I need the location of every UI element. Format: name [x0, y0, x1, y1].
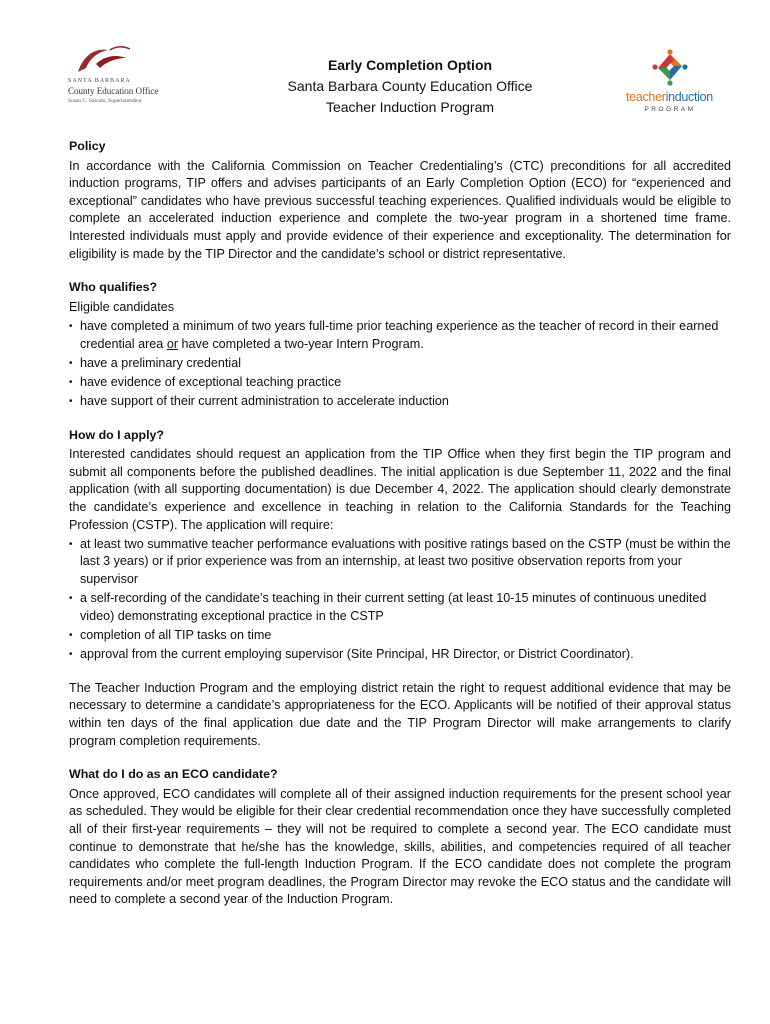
sbceo-logo [62, 44, 172, 110]
page-header [0, 0, 770, 130]
qualifies-item [69, 318, 731, 353]
apply-item: • approval from the current employing supervisor (Site Principal, HR Director, or District Coordinator). [69, 646, 731, 664]
qualifies-item: • have a preliminary credential [69, 355, 731, 373]
qualifies-heading: Who qualifies? [69, 280, 158, 295]
qualifies-item: • have evidence of exceptional teaching practice [69, 374, 731, 392]
apply-heading: How do I apply? [69, 427, 164, 442]
tip-word-induction: induction [665, 90, 713, 104]
tip-logo [620, 48, 730, 118]
qualifies-item-text: have completed a two-year Intern Program. [178, 336, 424, 351]
qualifies-item-text: have completed a minimum of two years full-time prior teaching experience as the teacher of record in their earned credential area [80, 318, 719, 351]
sbceo-swoosh-icon [74, 44, 134, 76]
tip-people-icon [650, 48, 690, 88]
policy-heading: Policy [69, 139, 106, 153]
apply-item: • a self-recording of the candidate’s teaching in their current setting (at least 10-15 minutes of continuous unedited video) demonstrating exceptional practice in the CSTP [69, 590, 731, 625]
qualifies-list [69, 318, 731, 411]
tip-wordmark [626, 90, 713, 104]
eco-heading: What do I do as an ECO candidate? [69, 767, 278, 782]
apply-body: Interested candidates should request an application from the TIP Office when they first begin the TIP program and submit all components before the published deadlines. The initial application is due September 11, 2022 and the final application (with all supporting documentation) is due December 4, 2022. The application should clearly demonstrate the candidate’s experience and excellence in teaching in relation to the California Standards for the Teaching Profession (CSTP). The application will require: [69, 447, 731, 532]
document-body [69, 138, 731, 925]
apply-requirements-list [69, 536, 731, 664]
org-subtitle: Santa Barbara County Education Office [287, 78, 533, 94]
apply-item: • at least two summative teacher performance evaluations with positive ratings based on the CSTP (must be within the last 3 years) or if prior experience was from an internship, at least two positive observation reports from your supervisor [69, 536, 731, 589]
qualifies-or: or [166, 336, 179, 351]
qualifies-section [69, 279, 731, 411]
sbceo-line3: Susan C. Salcido, Superintendent [68, 98, 142, 104]
tip-word-teacher: teacher [626, 90, 666, 104]
sbceo-line2: County Education Office [68, 86, 159, 96]
apply-closing-section [69, 680, 731, 750]
page-title: Early Completion Option [327, 57, 493, 73]
sbceo-wordmark [68, 76, 168, 106]
apply-item: • completion of all TIP tasks on time [69, 627, 731, 645]
qualifies-item: • have support of their current administration to accelerate induction [69, 393, 731, 411]
eco-body: Once approved, ECO candidates will complete all of their assigned induction requirements for the present school year as scheduled. They would be eligible for their clear credential recommendation once they have successfully completed all of their first-year requirements – they will not be required to complete a second year. The ECO candidate must continue to demonstrate that he/she has the knowledge, skills, abilities, and competencies required of all teacher candidates who complete the full-length Induction Program. If the ECO candidate does not complete the program requirements and/or meet program deadlines, the Program Director may revoke the ECO status and the candidate will need to complete a second year of the Induction Program. [69, 786, 731, 907]
program-subtitle: Teacher Induction Program [325, 99, 495, 115]
policy-section [69, 138, 731, 263]
tip-program-label: PROGRAM [644, 106, 696, 113]
sbceo-line1: SANTA BARBARA [68, 78, 131, 84]
eco-section [69, 766, 731, 909]
policy-body: In accordance with the California Commission on Teacher Credentialing’s (CTC) preconditions for all accredited induction programs, TIP offers and advises participants of an Early Completion Option (ECO) for “experienced and exceptional” candidates who have previous successful teaching experiences. Qualified individuals would be eligible to complete an accelerated induction experience and complete the two-year program in a shortened time frame. Interested individuals must apply and provide evidence of their experience and exceptionality. The determination for eligibility is made by the TIP Director and the candidate’s school or district representative. [69, 158, 731, 261]
qualifies-intro: Eligible candidates [69, 299, 175, 314]
title-block [200, 55, 620, 118]
apply-closing: The Teacher Induction Program and the employing district retain the right to request additional evidence that may be necessary to determine a candidate’s appropriateness for the ECO. Applicants will be notified of their approval status within ten days of the final application due date and the TIP Program Director will make arrangements to clarify program completion requirements. [69, 680, 731, 748]
apply-section [69, 427, 731, 664]
